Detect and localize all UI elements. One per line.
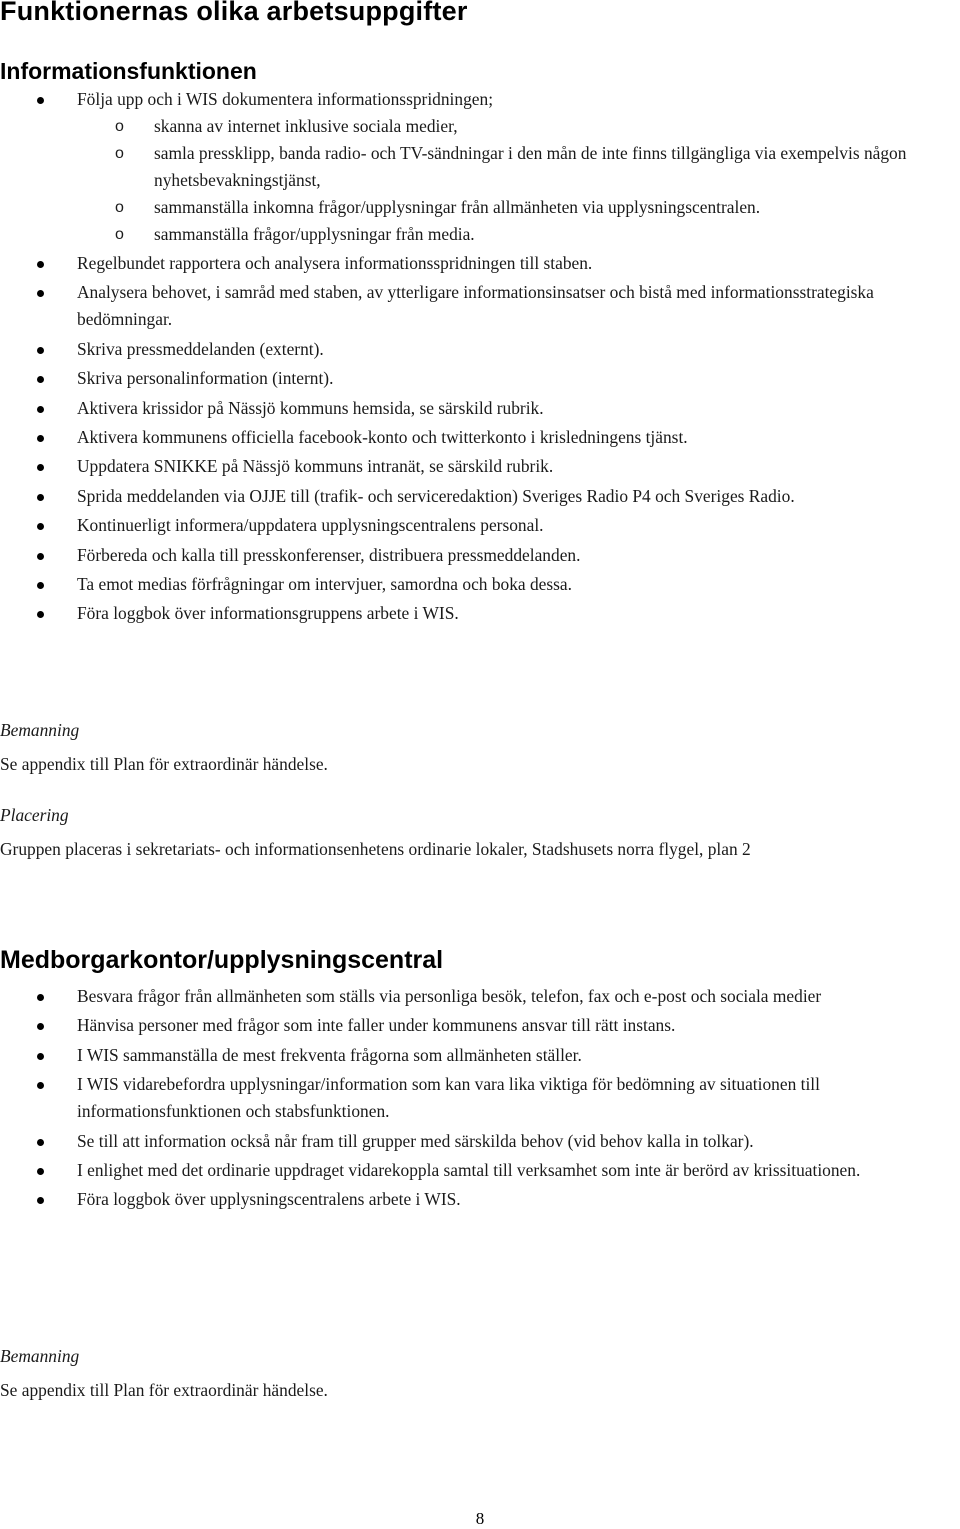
page-title: Funktionernas olika arbetsuppgifter — [0, 0, 468, 26]
section-heading-medborgarkontor: Medborgarkontor/upplysningscentral — [0, 946, 444, 974]
list-item — [0, 86, 960, 113]
list-item-text: Se till att information också når fram till grupper med särskilda behov (vid behov kalla in tolkar). — [77, 1130, 754, 1151]
list-item — [0, 336, 960, 363]
list-item-text: Skriva pressmeddelanden (externt). — [77, 338, 324, 359]
circle-bullet-icon: o — [115, 145, 124, 162]
bullet-icon — [37, 582, 44, 589]
informationsfunktionen-task-list — [0, 86, 960, 630]
bullet-icon — [37, 994, 44, 1001]
list-item — [0, 1071, 960, 1125]
bullet-icon — [37, 611, 44, 618]
list-item-text: Följa upp och i WIS dokumentera informationsspridningen; — [77, 89, 494, 109]
sub-list-item-text: skanna av internet inklusive sociala medier, — [154, 116, 458, 136]
bemanning-text: Se appendix till Plan för extraordinär händelse. — [0, 1380, 328, 1400]
bullet-icon — [37, 376, 44, 383]
list-item — [0, 512, 960, 539]
bullet-icon — [37, 523, 44, 530]
placering-text: Gruppen placeras i sekretariats- och informationsenhetens ordinarie lokaler, Stadshusets norra flygel, plan 2 — [0, 839, 751, 859]
bullet-icon — [37, 435, 44, 442]
list-item — [0, 250, 960, 277]
bullet-icon — [37, 261, 44, 268]
list-item — [0, 1186, 960, 1213]
sub-list-item — [0, 140, 956, 194]
bullet-icon — [37, 1023, 44, 1030]
bullet-icon — [37, 1139, 44, 1146]
bullet-icon — [37, 494, 44, 501]
bullet-icon — [37, 1168, 44, 1175]
circle-bullet-icon: o — [115, 226, 124, 243]
list-item-text: I WIS sammanställa de mest frekventa frågorna som allmänheten ställer. — [77, 1044, 582, 1065]
list-item — [0, 453, 960, 480]
list-item-text: Kontinuerligt informera/uppdatera upplysningscentralens personal. — [77, 515, 544, 536]
sub-list-item-text: samla pressklipp, banda radio- och TV-sändningar i den mån de inte finns tillgängliga via exempelvis någon nyhetsbevakningstjänst, — [154, 143, 907, 190]
list-item-text: Sprida meddelanden via OJJE till (trafik- och serviceredaktion) Sveriges Radio P4 och Sveriges Radio. — [77, 485, 795, 506]
sub-list-item — [0, 194, 956, 221]
bullet-icon — [37, 1053, 44, 1060]
bullet-icon — [37, 97, 44, 104]
list-item — [0, 395, 960, 422]
bullet-icon — [37, 1197, 44, 1204]
list-item-text: Aktivera krissidor på Nässjö kommuns hemsida, se särskild rubrik. — [77, 397, 544, 418]
list-item-text: Analysera behovet, i samråd med staben, av ytterligare informationsinsatser och bistå med informationsstrategiska bedömningar. — [77, 282, 874, 330]
sub-list-item-text: sammanställa frågor/upplysningar från media. — [154, 224, 475, 244]
list-item-text: Skriva personalinformation (internt). — [77, 368, 334, 389]
bullet-icon — [37, 464, 44, 471]
section-heading-informationsfunktionen: Informationsfunktionen — [0, 58, 257, 84]
list-item — [0, 1128, 960, 1155]
list-item-text: Ta emot medias förfrågningar om intervjuer, samordna och boka dessa. — [77, 573, 573, 594]
list-item — [0, 483, 960, 510]
circle-bullet-icon: o — [115, 118, 124, 135]
bullet-icon — [37, 553, 44, 560]
list-item-text: Aktivera kommunens officiella facebook-konto och twitterkonto i krisledningens tjänst. — [77, 426, 688, 447]
list-item-text: Föra loggbok över upplysningscentralens arbete i WIS. — [77, 1189, 461, 1210]
bemanning-text: Se appendix till Plan för extraordinär händelse. — [0, 754, 328, 774]
medborgarkontor-task-list — [0, 983, 960, 1216]
bullet-icon — [37, 347, 44, 354]
list-item — [0, 365, 960, 392]
circle-bullet-icon: o — [115, 199, 124, 216]
list-item — [0, 279, 960, 333]
placering-label: Placering — [0, 805, 69, 825]
list-item — [0, 571, 960, 598]
sub-list-container — [0, 113, 960, 248]
sub-list-item — [0, 221, 956, 248]
list-item-text: I WIS vidarebefordra upplysningar/information som kan vara lika viktiga för bedömning av situationen till informationsfunktionen och stabsfunktionen. — [77, 1074, 820, 1122]
list-item — [0, 424, 960, 451]
page-number: 8 — [475, 1509, 485, 1528]
list-item — [0, 983, 960, 1010]
bullet-icon — [37, 290, 44, 297]
list-item-text: Förbereda och kalla till presskonferenser, distribuera pressmeddelanden. — [77, 544, 581, 565]
bemanning-label: Bemanning — [0, 720, 80, 740]
list-item-text: Uppdatera SNIKKE på Nässjö kommuns intranät, se särskild rubrik. — [77, 456, 554, 477]
list-item — [0, 1012, 960, 1039]
list-item — [0, 600, 960, 627]
list-item — [0, 1157, 960, 1184]
bemanning-label: Bemanning — [0, 1346, 80, 1366]
list-item-text: Besvara frågor från allmänheten som ställs via personliga besök, telefon, fax och e-post och sociala medier — [77, 986, 822, 1006]
list-item — [0, 1042, 960, 1069]
list-item-text: Regelbundet rapportera och analysera informationsspridningen till staben. — [77, 253, 593, 273]
bullet-icon — [37, 1082, 44, 1089]
list-item-text: I enlighet med det ordinarie uppdraget vidarekoppla samtal till verksamhet som inte är berörd av krissituationen. — [77, 1159, 861, 1180]
sub-list-item-text: sammanställa inkomna frågor/upplysningar från allmänheten via upplysningscentralen. — [154, 197, 761, 217]
list-item — [0, 542, 960, 569]
list-item-text: Hänvisa personer med frågor som inte faller under kommunens ansvar till rätt instans. — [77, 1015, 676, 1036]
bullet-icon — [37, 406, 44, 413]
list-item-text: Föra loggbok över informationsgruppens arbete i WIS. — [77, 603, 459, 624]
sub-task-list — [0, 113, 956, 248]
sub-list-item — [0, 113, 956, 140]
